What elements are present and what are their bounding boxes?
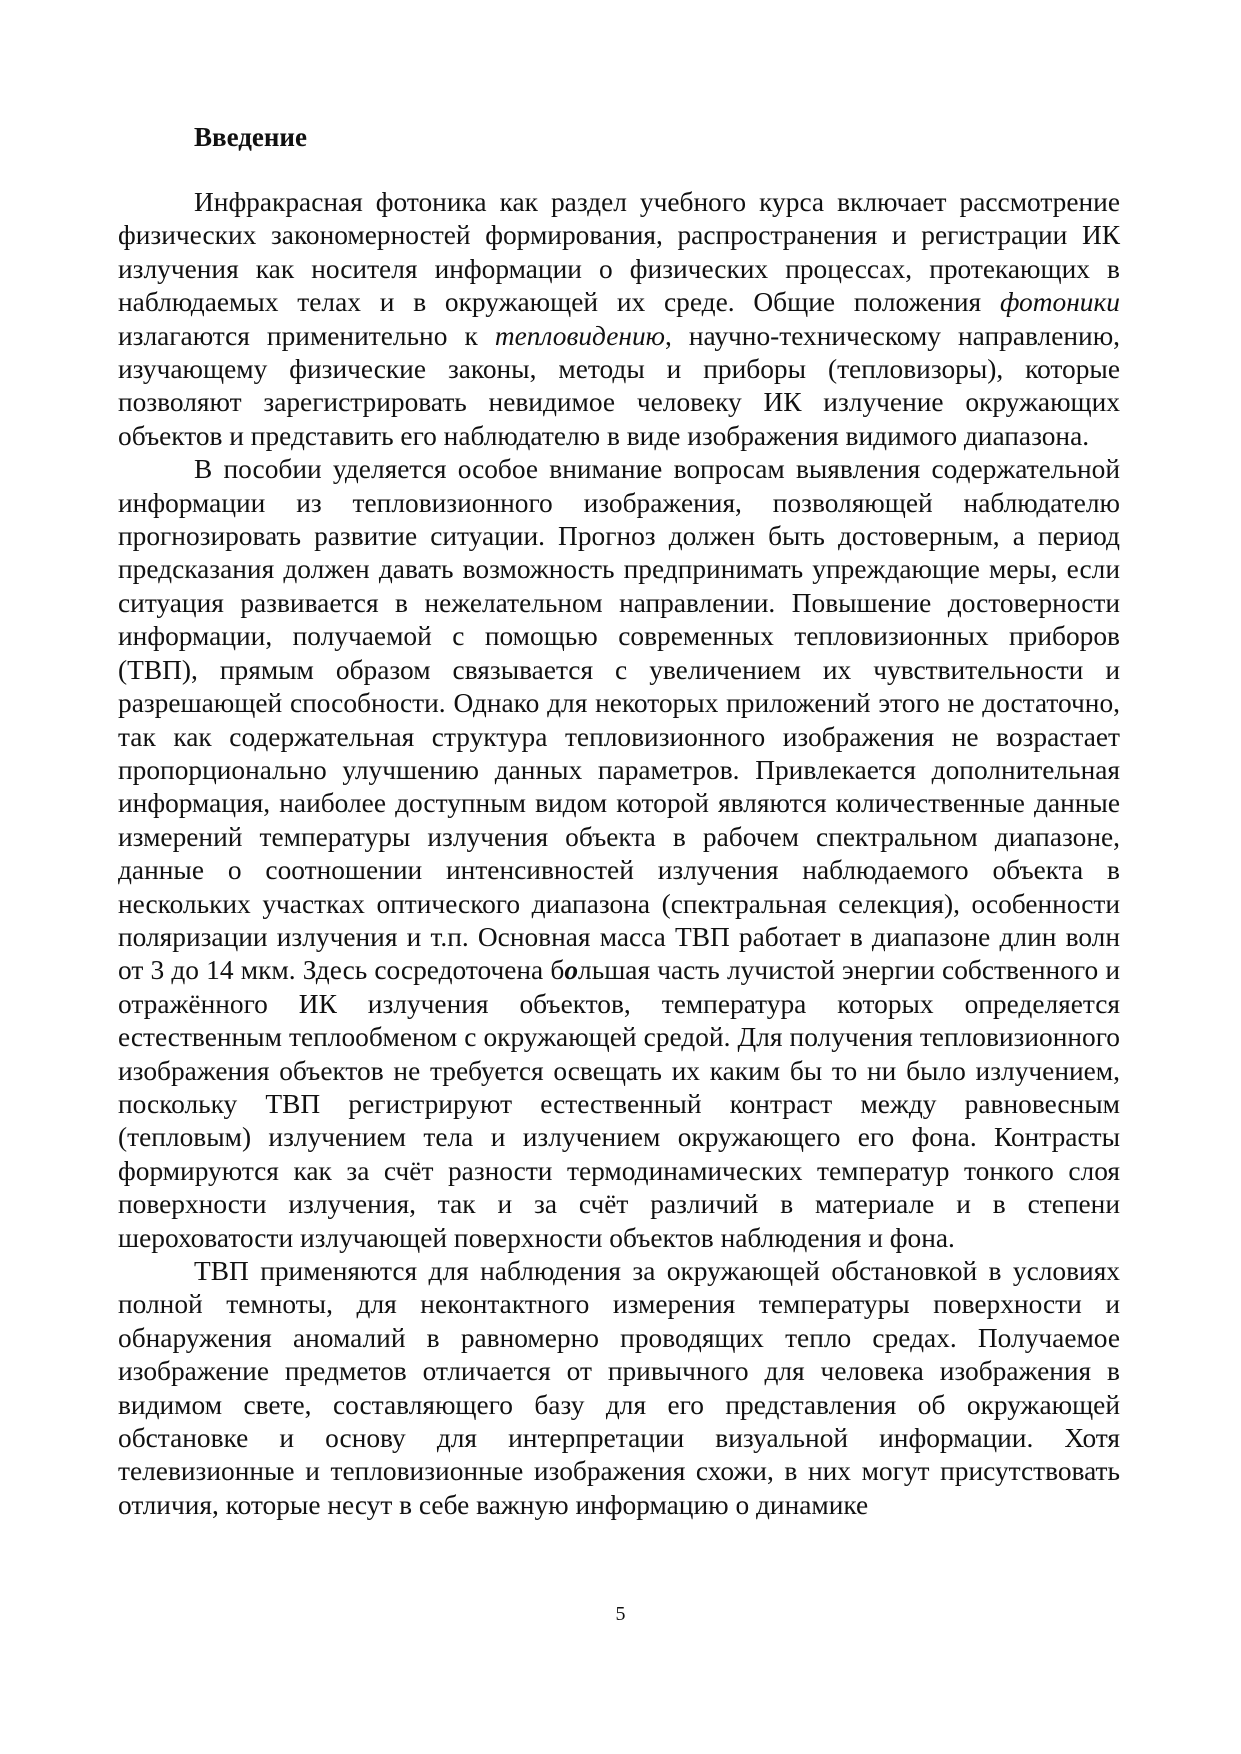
stressed-letter: о (564, 955, 579, 986)
paragraph-2-text-b: льшая часть лучистой энергии собственного и отражённого ИК излучения объектов, температура которых определяется естественным теплообменом с окружающей средой. Для получения тепловизионного изображения объектов не требуется освещать их каким бы то ни было излучением, поскольку ТВП регистрируют естественный контраст между равновесным (тепловым) излучением тела и излучением окружающего его фона. Контрасты формируются как за счёт разности термодинамических температур тонкого слоя поверхности излучения, так и за счёт различий в материале и в степени шероховатости излучающей поверхности объектов наблюдения и фона. (118, 955, 1121, 1253)
page-number: 5 (615, 1603, 626, 1625)
paragraph-2-text-a: В пособии уделяется особое внимание вопросам выявления содержательной информации из тепловизионного изображения, позволяющей наблюдателю прогнозировать развитие ситуации. Прогноз должен быть достоверным, а период предсказания должен давать возможность предпринимать упреждающие меры, если ситуация развивается в нежелательном направлении. Повышение достоверности информации, получаемой с помощью современных тепловизионных приборов (ТВП), прямым образом связывается с увеличением их чувствительности и разрешающей способности. Однако для некоторых приложений этого не достаточно, так как содержательная структура тепловизионного изображения не возрастает пропорционально улучшению данных параметров. Привлекается дополнительная информация, наиболее доступным видом которой являются количественные данные измерений температуры излучения объекта в рабочем спектральном диапазоне, данные о соотношении интенсивностей излучения наблюдаемого объекта в нескольких участках оптического диапазона (спектральная селекция), особенности поляризации излучения и т.п. Основная масса ТВП работает в диапазоне длин волн от 3 до 14 мкм. Здесь сосредоточена б (118, 454, 1120, 986)
paragraph-3: ТВП применяются для наблюдения за окружающей обстановкой в условиях полной темноты, для неконтактного измерения температуры поверхности и обнаружения аномалий в равномерно проводящих тепло средах. Получаемое изображение предметов отличается от привычного для человека изображения в видимом свете, составляющего базу для его представления об окружающей обстановке и основу для интерпретации визуальной информации. Хотя телевизионные и тепловизионные изображения схожи, в них могут присутствовать отличия, которые несут в себе важную информацию о динамике (118, 1256, 1120, 1520)
paragraph-1-text-a: Инфракрасная фотоника как раздел учебного курса включает рассмотрение физических закономерностей формирования, распространения и регистрации ИК излучения как носителя информации о физических процессах, протекающих в наблюдаемых телах и в окружающей их среде. Общие положения (118, 187, 1120, 318)
term-photonics: фотоники (999, 287, 1120, 318)
paragraph-1-text-b: излагаются применительно к (118, 320, 495, 351)
paragraph-2 (118, 453, 1120, 1255)
section-heading: Введение (194, 122, 307, 152)
paragraph-1-text-c: , научно-техническому направлению, изучающему физические законы, методы и приборы (тепловизоры), которые позволяют зарегистрировать невидимое человеку ИК излучение окружающих объектов и представить его наблюдателю в виде изображения видимого диапазона. (118, 320, 1120, 451)
page-content (118, 120, 1120, 1522)
term-thermal-imaging: тепловидению (494, 320, 665, 351)
paragraph-1 (118, 186, 1120, 453)
